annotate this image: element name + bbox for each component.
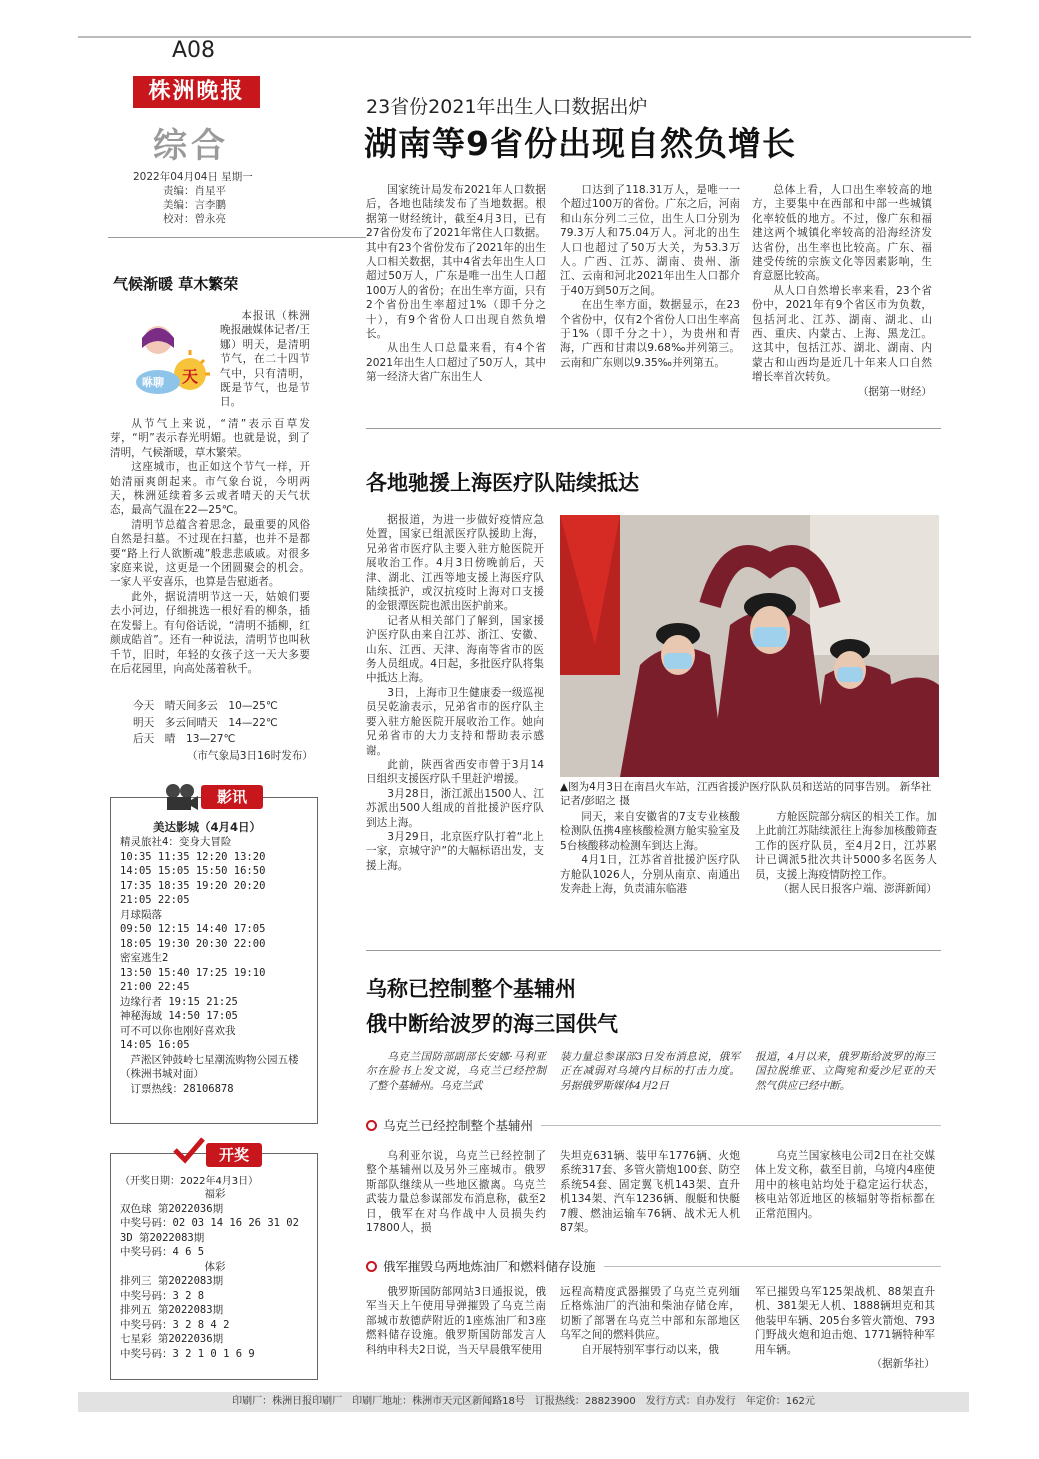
list-item: 密室逃生2 bbox=[120, 952, 169, 964]
story3-s2-col3: 军已摧毁乌军125架战机、88架直升机、381架无人机、1888辆坦克和其他装甲车辆、205台多管火箭炮、793门野战火炮和迫击炮、1771辆特种军用车辆。 （据新华社） bbox=[755, 1286, 935, 1371]
list-item: 体彩 bbox=[204, 1260, 226, 1273]
issue-proof: 校对：曾永亮 bbox=[163, 213, 226, 225]
cinema-name: 美达影城（4月4日） bbox=[153, 820, 262, 834]
story3-s1-col3: 乌克兰国家核电公司2日在社交媒体上发文称，截至目前，乌境内4座使用中的核电站均处于稳定运行状态，核电站邻近地区的核辐射等指标都在正常范围内。 bbox=[755, 1150, 935, 1220]
list-item: 中奖号码：3 2 1 0 1 6 9 bbox=[120, 1347, 255, 1360]
paragraph: 4月1日，江苏省首批援沪医疗队方舱队1026人，分别从南京、南通出发奔赴上海，负责浦东临港 bbox=[560, 854, 740, 896]
list-item: 中奖号码：4 6 5 bbox=[120, 1246, 205, 1258]
masthead-logo: 株洲晚报 bbox=[133, 76, 260, 108]
story1-col1 bbox=[366, 183, 546, 385]
paragraph: 在出生率方面，数据显示，在23个省份中，仅有2个省份人口出生率高于1%（即千分之十），为贵州和青海，广西和甘肃以9.68‰并列第三。云南和广东则以9.35‰并列第五。 bbox=[560, 299, 740, 369]
list-item: 中奖号码：02 03 14 16 26 31 02 bbox=[120, 1217, 299, 1229]
issue-date: 2022年04月04日 星期一 bbox=[133, 171, 253, 183]
list-item: 神秘海域 14:50 17:05 bbox=[120, 1010, 238, 1022]
list-item: 21:00 22:45 bbox=[120, 981, 190, 993]
story1-title: 湖南等9省份出现自然负增长 bbox=[364, 124, 796, 163]
story3-subhead-2: 俄军摧毁乌两地炼油厂和燃料储存设施 bbox=[366, 1257, 941, 1275]
paragraph: 此前，陕西省西安市曾于3月14日组织支援医疗队千里赶沪增援。 bbox=[366, 758, 544, 786]
bullet-icon bbox=[366, 1261, 377, 1272]
list-item: 订票热线：28106878 bbox=[120, 1082, 234, 1095]
paragraph: 这座城市，也正如这个节气一样，开始清丽爽朗起来。市气象台说，今明两天，株洲延续着多云或者晴天的天气状态，最高气温在22—25℃。 bbox=[110, 461, 310, 517]
paragraph: 从人口自然增长率来看，23个省份中，2021年有9个省区市为负数，包括河北、江苏、湖南、湖北、山西、重庆、内蒙古、上海、黑龙江。这其中，包括江苏、湖北、湖南、内蒙古和山西均是近几十年来人口自然增长率首次转负。 bbox=[752, 284, 932, 384]
paragraph: 据报道，为进一步做好疫情应急处置，国家已组派医疗队援助上海，兄弟省市医疗队主要入驻方舱医院开展收治工作。4月3日傍晚前后，天津、湖北、江西等地支援上海医疗队陆续抵沪，或汉抗疫时上海对口支援的金银潭医院也派出医护前来。 bbox=[366, 514, 544, 613]
paragraph: 清明节总蕴含着思念，最重要的风俗自然是扫墓。不过现在扫墓，也并不是都要“路上行人欲断魂”般悲悲戚戚。对很多家庭来说，这更是一个团圆聚会的机会。一家人平安喜乐，也算是告慰逝者。 bbox=[110, 518, 310, 589]
list-item: 芦淞区钟鼓岭七星潮流购物公园五楼（株洲书城对面） bbox=[120, 1053, 299, 1080]
list-item: 17:35 18:35 19:20 20:20 bbox=[120, 879, 266, 892]
story1-subtitle: 23省份2021年出生人口数据出炉 bbox=[366, 96, 648, 118]
issue-meta bbox=[133, 170, 273, 226]
list-item: 14:05 16:05 bbox=[120, 1039, 190, 1051]
film-icon bbox=[163, 782, 199, 812]
list-item: 七星彩 第2022036期 bbox=[120, 1333, 224, 1345]
forecast-after: 后天 晴 13—27℃ bbox=[133, 733, 236, 745]
weather-icon bbox=[118, 318, 214, 406]
list-item: 边缘行者 19:15 21:25 bbox=[120, 995, 238, 1008]
paragraph: 3日，上海市卫生健康委一级巡视员吴乾渝表示，兄弟省市的医疗队主要入驻方舱医院开展收治工作。她向兄弟省市的大力支持和帮助表示感谢。 bbox=[366, 686, 544, 757]
story2-col1 bbox=[366, 513, 544, 873]
list-item: 13:50 15:40 17:25 19:10 bbox=[120, 966, 266, 979]
forecast-tomorrow: 明天 多云间晴天 14—22℃ bbox=[133, 716, 278, 729]
list-item: 福彩 bbox=[204, 1188, 226, 1200]
check-icon bbox=[172, 1136, 206, 1164]
lottery-date: （开奖日期：2022年4月3日） bbox=[120, 1176, 259, 1187]
section-title: 综合 bbox=[153, 126, 229, 166]
story3-s1-col2: 失坦克631辆、装甲车1776辆、火炮系统317套、多管火箭炮100套、防空系统54套、固定翼飞机143架、直升机134架、汽车1236辆、舰艇和快艇7艘、燃油运输车76辆、战术无人机87架。 bbox=[560, 1150, 740, 1235]
weather-icon-label: 天 bbox=[182, 367, 199, 386]
page-number: A08 bbox=[172, 38, 216, 63]
list-item: 中奖号码：3 2 8 bbox=[120, 1289, 205, 1302]
paragraph: 3月28日，浙江派出1500人、江苏派出500人组成的首批援沪医疗队到达上海。 bbox=[366, 787, 544, 829]
story3-subhead-1: 乌克兰已经控制整个基辅州 bbox=[366, 1116, 941, 1134]
story1-col3 bbox=[752, 183, 932, 399]
issue-art: 美编：言李鹏 bbox=[163, 199, 226, 211]
photo-caption: ▲图为4月3日在南昌火车站，江西省援沪医疗队队员和送站的同事告别。 新华社记者/彭昭之 摄 bbox=[560, 781, 932, 807]
cinema-schedule bbox=[120, 835, 310, 1096]
paragraph: 从节气上来说，“清”表示百草发芽，“明”表示春光明媚。也就是说，到了清明，气候渐暖，草木繁荣。 bbox=[110, 418, 310, 459]
paragraph: 3月29日，北京医疗队打着“北上一家，京城守沪”的大幅标语出发，支援上海。 bbox=[366, 830, 544, 872]
forecast-today: 今天 晴天间多云 10—25℃ bbox=[133, 700, 278, 712]
paragraph: 同天，来自安徽省的7支专业核酸检测队伍携4座核酸检测方舱实验室及5台核酸移动检测车到达上海。 bbox=[560, 811, 740, 852]
story3-title-line1: 乌称已控制整个基辅州 bbox=[366, 977, 576, 1001]
story3-s1-col1: 乌利亚尔说，乌克兰已经控制了整个基辅州以及另外三座城市。俄罗斯部队继续从一些地区撤离。乌克兰武装力量总参谋部发布消息称，截至2日，俄军在对乌作战中人员损失约17800人，损 bbox=[366, 1150, 546, 1235]
list-item: 14:05 15:05 15:50 16:50 bbox=[120, 865, 266, 877]
list-item: 18:05 19:30 20:30 22:00 bbox=[120, 937, 266, 950]
source-note: （据人民日报客户端、澎湃新闻） bbox=[778, 883, 937, 896]
story2-col2 bbox=[560, 810, 740, 896]
cinema-tag: 影讯 bbox=[201, 785, 263, 809]
list-item: 3D 第2022083期 bbox=[120, 1231, 205, 1244]
lottery-results bbox=[120, 1187, 310, 1361]
forecast-source: （市气象局3日16时发布） bbox=[186, 749, 313, 762]
list-item: 排列五 第2022083期 bbox=[120, 1304, 224, 1316]
bullet-icon bbox=[366, 1120, 377, 1131]
issue-editor: 责编：肖星平 bbox=[163, 185, 226, 197]
list-item: 精灵旅社4：变身大冒险 bbox=[120, 836, 232, 848]
story3-title-line2: 俄中断给波罗的海三国供气 bbox=[366, 1012, 618, 1036]
list-item: 中奖号码：3 2 8 4 2 bbox=[120, 1318, 230, 1331]
weather-para-1: 本报讯（株洲晚报融媒体记者/王娜）明天，是清明节气，在二十四节气中，只有清明，既是节气，也是节日。 bbox=[220, 310, 310, 409]
story3-s2-col1: 俄罗斯国防部网站3日通报说，俄军当天上午使用导弹摧毁了乌克兰南部城市敖德萨附近的1座炼油厂和3座燃料储存设施。俄罗斯国防部发言人科纳申科夫2日说，当天早晨俄军使用 bbox=[366, 1286, 546, 1356]
list-item: 排列三 第2022083期 bbox=[120, 1275, 224, 1287]
story2-col3 bbox=[755, 810, 937, 896]
lottery-tag: 开奖 bbox=[206, 1143, 262, 1167]
paragraph: 从出生人口总量来看，有4个省2021年出生人口超过了50万人，其中第一经济大省广东出生人 bbox=[366, 342, 546, 384]
story3-lead-col2: 装力量总参谋部3日发布消息说，俄军正在减弱对乌境内目标的打击力度。另据俄罗斯媒体4月2日 bbox=[560, 1051, 740, 1092]
story3-lead-col1: 乌克兰国防部副部长安娜·马利亚尔在脸书上发文说，乌克兰已经控制了整个基辅州。乌克兰武 bbox=[366, 1051, 546, 1092]
weather-forecast bbox=[133, 698, 313, 764]
story1-col2 bbox=[560, 183, 740, 370]
news-photo bbox=[560, 515, 939, 777]
list-item: 21:05 22:05 bbox=[120, 894, 190, 906]
paragraph: 国家统计局发布2021年人口数据后，各地也陆续发布了当地数据。根据第一财经统计，截至4月3日，已有27省份发布了2021年常住人口数据。其中有23个省份发布了2021年的出生人口相关数据，其中4省去年出生人口超过50万人，广东是唯一出生人口超100万人的省份；在出生率方面，只有2个省份出生率超过1%（即千分之十），有9个省份人口出现自然负增长。 bbox=[366, 184, 546, 341]
story3-lead-col3: 报道，4月以来，俄罗斯给波罗的海三国拉脱维亚、立陶宛和爱沙尼亚的天然气供应已经中断。 bbox=[755, 1051, 935, 1092]
weather-icon-caption: 咻聊 bbox=[142, 376, 164, 389]
paragraph: 方舱医院部分病区的相关工作。加上此前江苏陆续派往上海参加核酸筛查工作的医疗队员，至4月2日，江苏累计已调派5批次共计5000多名医务人员，支援上海疫情防控工作。 bbox=[755, 811, 937, 881]
list-item: 可不可以你也刚好喜欢我 bbox=[120, 1024, 236, 1037]
footer-bar: 印刷厂：株洲日报印刷厂 印刷厂地址：株洲市天元区新闻路18号 订报热线：28823900 发行方式：自办发行 年定价：162元 bbox=[78, 1392, 969, 1412]
weather-body bbox=[110, 417, 310, 676]
weather-title: 气候渐暖 草木繁荣 bbox=[113, 275, 239, 293]
source-note: （据第一财经） bbox=[857, 385, 932, 398]
list-item: 09:50 12:15 14:40 17:05 bbox=[120, 923, 266, 935]
paragraph: 记者从相关部门了解到，国家援沪医疗队由来自江苏、浙江、安徽、山东、江西、天津、海南等省市的医务人员组成。4日起，多批医疗队将集中抵达上海。 bbox=[366, 614, 544, 685]
paragraph: 此外，据说清明节这一天，姑娘们要去小河边，仔细挑选一根好看的柳条，插在发髻上。有句俗话说，“清明不插柳，红颜成皓首”。还有一种说法，清明节也叫秋千节，旧时，年轻的女孩子这一天大多要在后花园里，向高处荡着秋千。 bbox=[110, 590, 310, 675]
story3-s2-col2: 远程高精度武器摧毁了乌克兰克列缅丘格炼油厂的汽油和柴油存储仓库，切断了部署在乌克兰中部和东部地区乌军之间的燃料供应。 自开展特别军事行动以来，俄 bbox=[560, 1286, 740, 1356]
paragraph: 口达到了118.31万人，是唯一一个超过100万的省份。广东之后，河南和山东分列二三位，出生人口分别为79.3万人和75.04万人。河北的出生人口也超过了50万大关，为53.3万人。广西、江苏、湖南、贵州、浙江、云南和河北2021年出生人口都介于40万到50万之间。 bbox=[560, 184, 740, 297]
list-item: 双色球 第2022036期 bbox=[120, 1202, 224, 1215]
story2-title: 各地驰援上海医疗队陆续抵达 bbox=[366, 471, 639, 495]
list-item: 10:35 11:35 12:20 13:20 bbox=[120, 850, 266, 863]
paragraph: 总体上看，人口出生率较高的地方，主要集中在西部和中部一些城镇化率较低的地方。不过，像广东和福建这两个城镇化率较高的沿海经济发达省份，出生率也比较高。广东、福建受传统的宗族文化等因素影响，生育意愿比较高。 bbox=[752, 184, 932, 283]
list-item: 月球陨落 bbox=[120, 908, 162, 921]
